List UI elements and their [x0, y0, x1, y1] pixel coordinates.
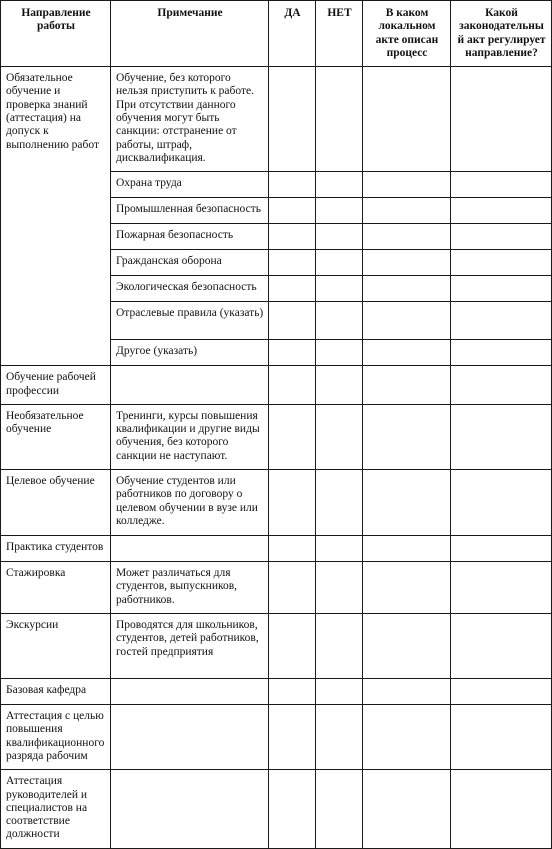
no-cell[interactable]	[316, 340, 363, 366]
law-cell[interactable]	[451, 536, 552, 562]
law-cell[interactable]	[451, 224, 552, 250]
table-row	[1, 536, 552, 562]
law-cell[interactable]	[451, 366, 552, 405]
no-cell[interactable]	[316, 224, 363, 250]
yes-cell[interactable]	[269, 250, 316, 276]
law-cell[interactable]	[451, 340, 552, 366]
no-cell[interactable]	[316, 470, 363, 536]
local-act-cell[interactable]	[363, 250, 451, 276]
local-act-cell[interactable]	[363, 705, 451, 770]
local-act-cell[interactable]	[363, 172, 451, 198]
law-cell[interactable]	[451, 770, 552, 848]
note-cell: Обучение студентов или работников по договору о целевом обучении в вузе или колледже.	[111, 470, 269, 536]
note-cell: Проводятся для школьников, студентов, детей работников, гостей предприятия	[111, 614, 269, 679]
table-row	[1, 614, 552, 679]
yes-cell[interactable]	[269, 536, 316, 562]
table-row	[1, 705, 552, 770]
header-note: Примечание	[111, 1, 269, 67]
law-cell[interactable]	[451, 250, 552, 276]
no-cell[interactable]	[316, 67, 363, 172]
note-cell	[111, 770, 269, 848]
direction-cell: Экскурсии	[1, 614, 111, 679]
no-cell[interactable]	[316, 562, 363, 614]
direction-cell: Практика студентов	[1, 536, 111, 562]
note-cell: Может различаться для студентов, выпускников, работников.	[111, 562, 269, 614]
no-cell[interactable]	[316, 366, 363, 405]
note-cell: Обучение, без которого нельзя приступить к работе. При отсутствии данного обучения могут быть санкции: отстранение от работы, штраф, дисквалификация.	[111, 67, 269, 172]
local-act-cell[interactable]	[363, 224, 451, 250]
table-row	[1, 679, 552, 705]
local-act-cell[interactable]	[363, 562, 451, 614]
local-act-cell[interactable]	[363, 340, 451, 366]
note-cell: Другое (указать)	[111, 340, 269, 366]
no-cell[interactable]	[316, 302, 363, 340]
direction-cell: Аттестация с целью повышения квалификационного разряда рабочим	[1, 705, 111, 770]
table-row	[1, 404, 552, 469]
yes-cell[interactable]	[269, 302, 316, 340]
direction-cell: Стажировка	[1, 562, 111, 614]
header-local-act: В каком локальном акте описан процесс	[363, 1, 451, 67]
law-cell[interactable]	[451, 679, 552, 705]
no-cell[interactable]	[316, 705, 363, 770]
local-act-cell[interactable]	[363, 302, 451, 340]
note-cell	[111, 366, 269, 405]
no-cell[interactable]	[316, 404, 363, 469]
law-cell[interactable]	[451, 302, 552, 340]
local-act-cell[interactable]	[363, 536, 451, 562]
direction-cell: Обучение рабочей профессии	[1, 366, 111, 405]
yes-cell[interactable]	[269, 614, 316, 679]
note-cell: Пожарная безопасность	[111, 224, 269, 250]
yes-cell[interactable]	[269, 366, 316, 405]
local-act-cell[interactable]	[363, 470, 451, 536]
header-row	[1, 1, 552, 67]
yes-cell[interactable]	[269, 470, 316, 536]
table-row	[1, 67, 552, 172]
yes-cell[interactable]	[269, 562, 316, 614]
note-cell	[111, 679, 269, 705]
note-cell: Промышленная безопасность	[111, 198, 269, 224]
law-cell[interactable]	[451, 172, 552, 198]
yes-cell[interactable]	[269, 67, 316, 172]
header-law: Какой законодательный акт регулирует направление?	[451, 1, 552, 67]
local-act-cell[interactable]	[363, 614, 451, 679]
note-cell	[111, 705, 269, 770]
direction-cell: Обязательное обучение и проверка знаний (аттестация) на допуск к выполнению работ	[1, 67, 111, 366]
law-cell[interactable]	[451, 705, 552, 770]
yes-cell[interactable]	[269, 198, 316, 224]
yes-cell[interactable]	[269, 340, 316, 366]
law-cell[interactable]	[451, 470, 552, 536]
table-row	[1, 470, 552, 536]
direction-cell: Целевое обучение	[1, 470, 111, 536]
header-no: НЕТ	[316, 1, 363, 67]
local-act-cell[interactable]	[363, 198, 451, 224]
no-cell[interactable]	[316, 276, 363, 302]
law-cell[interactable]	[451, 276, 552, 302]
no-cell[interactable]	[316, 536, 363, 562]
law-cell[interactable]	[451, 562, 552, 614]
yes-cell[interactable]	[269, 770, 316, 848]
header-yes: ДА	[269, 1, 316, 67]
local-act-cell[interactable]	[363, 276, 451, 302]
local-act-cell[interactable]	[363, 67, 451, 172]
no-cell[interactable]	[316, 770, 363, 848]
yes-cell[interactable]	[269, 224, 316, 250]
law-cell[interactable]	[451, 614, 552, 679]
table-row	[1, 770, 552, 848]
note-cell: Гражданская оборона	[111, 250, 269, 276]
yes-cell[interactable]	[269, 276, 316, 302]
yes-cell[interactable]	[269, 404, 316, 469]
note-cell: Охрана труда	[111, 172, 269, 198]
local-act-cell[interactable]	[363, 679, 451, 705]
table-row	[1, 562, 552, 614]
law-cell[interactable]	[451, 404, 552, 469]
law-cell[interactable]	[451, 198, 552, 224]
law-cell[interactable]	[451, 67, 552, 172]
header-direction: Направление работы	[1, 1, 111, 67]
note-cell: Тренинги, курсы повышения квалификации и другие виды обучения, без которого санкции не наступают.	[111, 404, 269, 469]
table-row	[1, 366, 552, 405]
no-cell[interactable]	[316, 250, 363, 276]
no-cell[interactable]	[316, 679, 363, 705]
no-cell[interactable]	[316, 614, 363, 679]
direction-cell: Необязательное обучение	[1, 404, 111, 469]
direction-cell: Аттестация руководителей и специалистов на соответствие должности	[1, 770, 111, 848]
note-cell: Экологическая безопасность	[111, 276, 269, 302]
direction-cell: Базовая кафедра	[1, 679, 111, 705]
no-cell[interactable]	[316, 198, 363, 224]
note-cell: Отраслевые правила (указать)	[111, 302, 269, 340]
no-cell[interactable]	[316, 172, 363, 198]
local-act-cell[interactable]	[363, 404, 451, 469]
local-act-cell[interactable]	[363, 770, 451, 848]
yes-cell[interactable]	[269, 705, 316, 770]
yes-cell[interactable]	[269, 679, 316, 705]
local-act-cell[interactable]	[363, 366, 451, 405]
note-cell	[111, 536, 269, 562]
yes-cell[interactable]	[269, 172, 316, 198]
